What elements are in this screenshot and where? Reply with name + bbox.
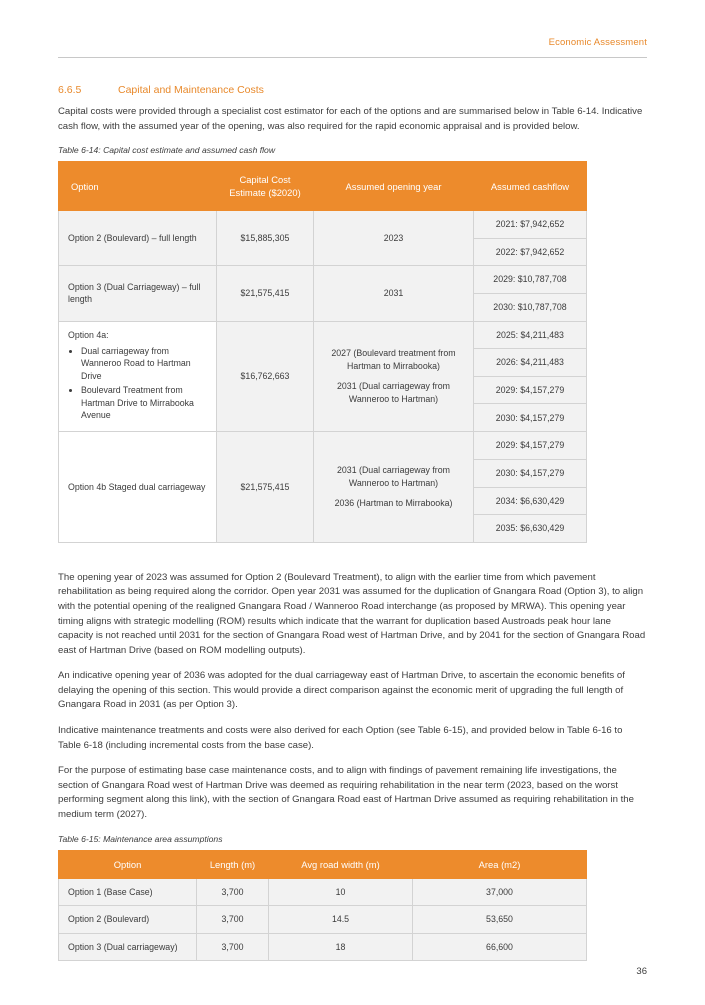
table-row (59, 906, 587, 934)
column-header-cashflow: Assumed cashflow (474, 162, 587, 211)
header-title: Economic Assessment (548, 37, 647, 48)
paragraph-1: The opening year of 2023 was assumed for Option 2 (Boulevard Treatment), to align with the earlier time from which pavement rehabilitation as being required along the corridor. Open year 2031 was assumed for the duplication of Gnangara Road (Option 3), to align with the potential opening of the realigned Gnangara Road / Wanneroo Road interchange (as proposed by MRWA). This opening year timing aligns with strategic modelling (ROM) results which indicate that the warrant for duplication based Austroads peak hour lane capacity is not reached until 2031 for the section of Gnangara Road west of Hartman Drive, and by 2041 for the section of Gnangara Road east of Hartman Drive (based on ROM modelling outputs). (58, 571, 646, 656)
column-header-option: Option (59, 162, 217, 211)
table-row (59, 321, 587, 349)
cell-cashflow: 2035: $6,630,429 (474, 515, 587, 543)
table-row (59, 432, 587, 460)
cell-capital-cost: $21,575,415 (217, 432, 314, 542)
cell-option: Option 1 (Base Case) (59, 878, 197, 906)
column-header-area: Area (m2) (413, 850, 587, 878)
paragraph-4: For the purpose of estimating base case maintenance costs, and to align with findings of pavement remaining life investigations, the section of Gnangara Road west of Hartman Drive was deemed as requiring rehabilitation in the near term (2023, based on the worst performing segment along this link), with the section of Gnangara Road east of Hartman Drive assumed as requiring rehabilitation in the medium term (2027). (58, 765, 634, 821)
opening-year-line: 2036 (Hartman to Mirrabooka) (334, 498, 453, 509)
cell-option: Option 2 (Boulevard) – full length (59, 211, 217, 266)
cell-option (59, 321, 217, 432)
section-number: 6.6.5 (58, 84, 82, 96)
paragraph-3: Indicative maintenance treatments and costs were also derived for each Option (see Table 6-15), and provided below in Table 6-16 to Table 6-18 (including incremental costs from the base case). (58, 725, 623, 751)
cell-capital-cost: $21,575,415 (217, 266, 314, 321)
table-row (59, 878, 587, 906)
table-row (59, 211, 587, 239)
opening-year-line: 2031 (Dual carriageway from Wanneroo to Hartman) (337, 465, 450, 488)
list-item: • Dual carriageway from Wanneroo Road to Hartman Drive (81, 345, 207, 382)
cell-cashflow: 2030: $10,787,708 (474, 293, 587, 321)
table-row (59, 266, 587, 294)
cell-cashflow: 2025: $4,211,483 (474, 321, 587, 349)
cell-avg-road-width: 10 (269, 878, 413, 906)
cell-avg-road-width: 14.5 (269, 906, 413, 934)
cell-cashflow: 2029: $4,157,279 (474, 432, 587, 460)
cell-avg-road-width: 18 (269, 933, 413, 961)
cell-cashflow: 2022: $7,942,652 (474, 238, 587, 266)
cell-cashflow: 2029: $4,157,279 (474, 376, 587, 404)
cell-option: Option 3 (Dual carriageway) (59, 933, 197, 961)
table-row (59, 933, 587, 961)
maintenance-area-table (58, 850, 587, 962)
cell-area: 37,000 (413, 878, 587, 906)
cell-option: Option 3 (Dual Carriageway) – full length (59, 266, 217, 321)
column-header-avg-road-width: Avg road width (m) (269, 850, 413, 878)
section-title: Capital and Maintenance Costs (118, 84, 264, 96)
cell-cashflow: 2030: $4,157,279 (474, 459, 587, 487)
cell-capital-cost: $16,762,663 (217, 321, 314, 432)
cell-opening-year: 2023 (314, 211, 474, 266)
column-header-length: Length (m) (197, 850, 269, 878)
cell-option-label: Option 4a: (68, 330, 109, 341)
cell-cashflow: 2034: $6,630,429 (474, 487, 587, 515)
cell-opening-year (314, 432, 474, 542)
cell-option-bullets (68, 345, 207, 421)
table-615-caption: Table 6-15: Maintenance area assumptions (58, 833, 223, 844)
cell-length: 3,700 (197, 933, 269, 961)
list-item: • Boulevard Treatment from Hartman Drive to Mirrabooka Avenue (81, 384, 207, 421)
column-header-option: Option (59, 850, 197, 878)
page-header (58, 32, 647, 58)
paragraph-2: An indicative opening year of 2036 was adopted for the dual carriageway east of Hartman Drive, to ascertain the economic benefits of delaying the opening of this section. This would provide a direct comparison against the economic merit of upgrading the full length of Gnangara Road in 2031 (as per Option 3). (58, 670, 625, 711)
cell-opening-year: 2031 (314, 266, 474, 321)
cell-cashflow: 2026: $4,211,483 (474, 349, 587, 377)
cell-option: Option 4b Staged dual carriageway (59, 432, 217, 542)
cell-area: 66,600 (413, 933, 587, 961)
page-number: 36 (636, 966, 647, 977)
table-header-row (59, 850, 587, 878)
table-614-caption: Table 6-14: Capital cost estimate and assumed cash flow (58, 145, 276, 156)
cell-length: 3,700 (197, 878, 269, 906)
column-header-capital-cost: Capital Cost Estimate ($2020) (217, 162, 314, 211)
intro-paragraph: Capital costs were provided through a specialist cost estimator for each of the options and are summarised below in Table 6-14. Indicative cash flow, with the assumed year of the opening, was also required for the rapid economic appraisal and is provided below. (58, 106, 643, 132)
cell-cashflow: 2030: $4,157,279 (474, 404, 587, 432)
cell-area: 53,650 (413, 906, 587, 934)
column-header-opening-year: Assumed opening year (314, 162, 474, 211)
cell-length: 3,700 (197, 906, 269, 934)
cell-cashflow: 2021: $7,942,652 (474, 211, 587, 239)
cell-cashflow: 2029: $10,787,708 (474, 266, 587, 294)
page-content (58, 84, 647, 961)
opening-year-line: 2027 (Boulevard treatment from Hartman to Mirrabooka) (331, 348, 456, 371)
section-heading (58, 84, 647, 96)
cell-capital-cost: $15,885,305 (217, 211, 314, 266)
table-header-row (59, 162, 587, 211)
cell-option: Option 2 (Boulevard) (59, 906, 197, 934)
capital-cost-table (58, 161, 587, 543)
cell-opening-year (314, 321, 474, 432)
opening-year-line: 2031 (Dual carriageway from Wanneroo to Hartman) (337, 381, 450, 405)
